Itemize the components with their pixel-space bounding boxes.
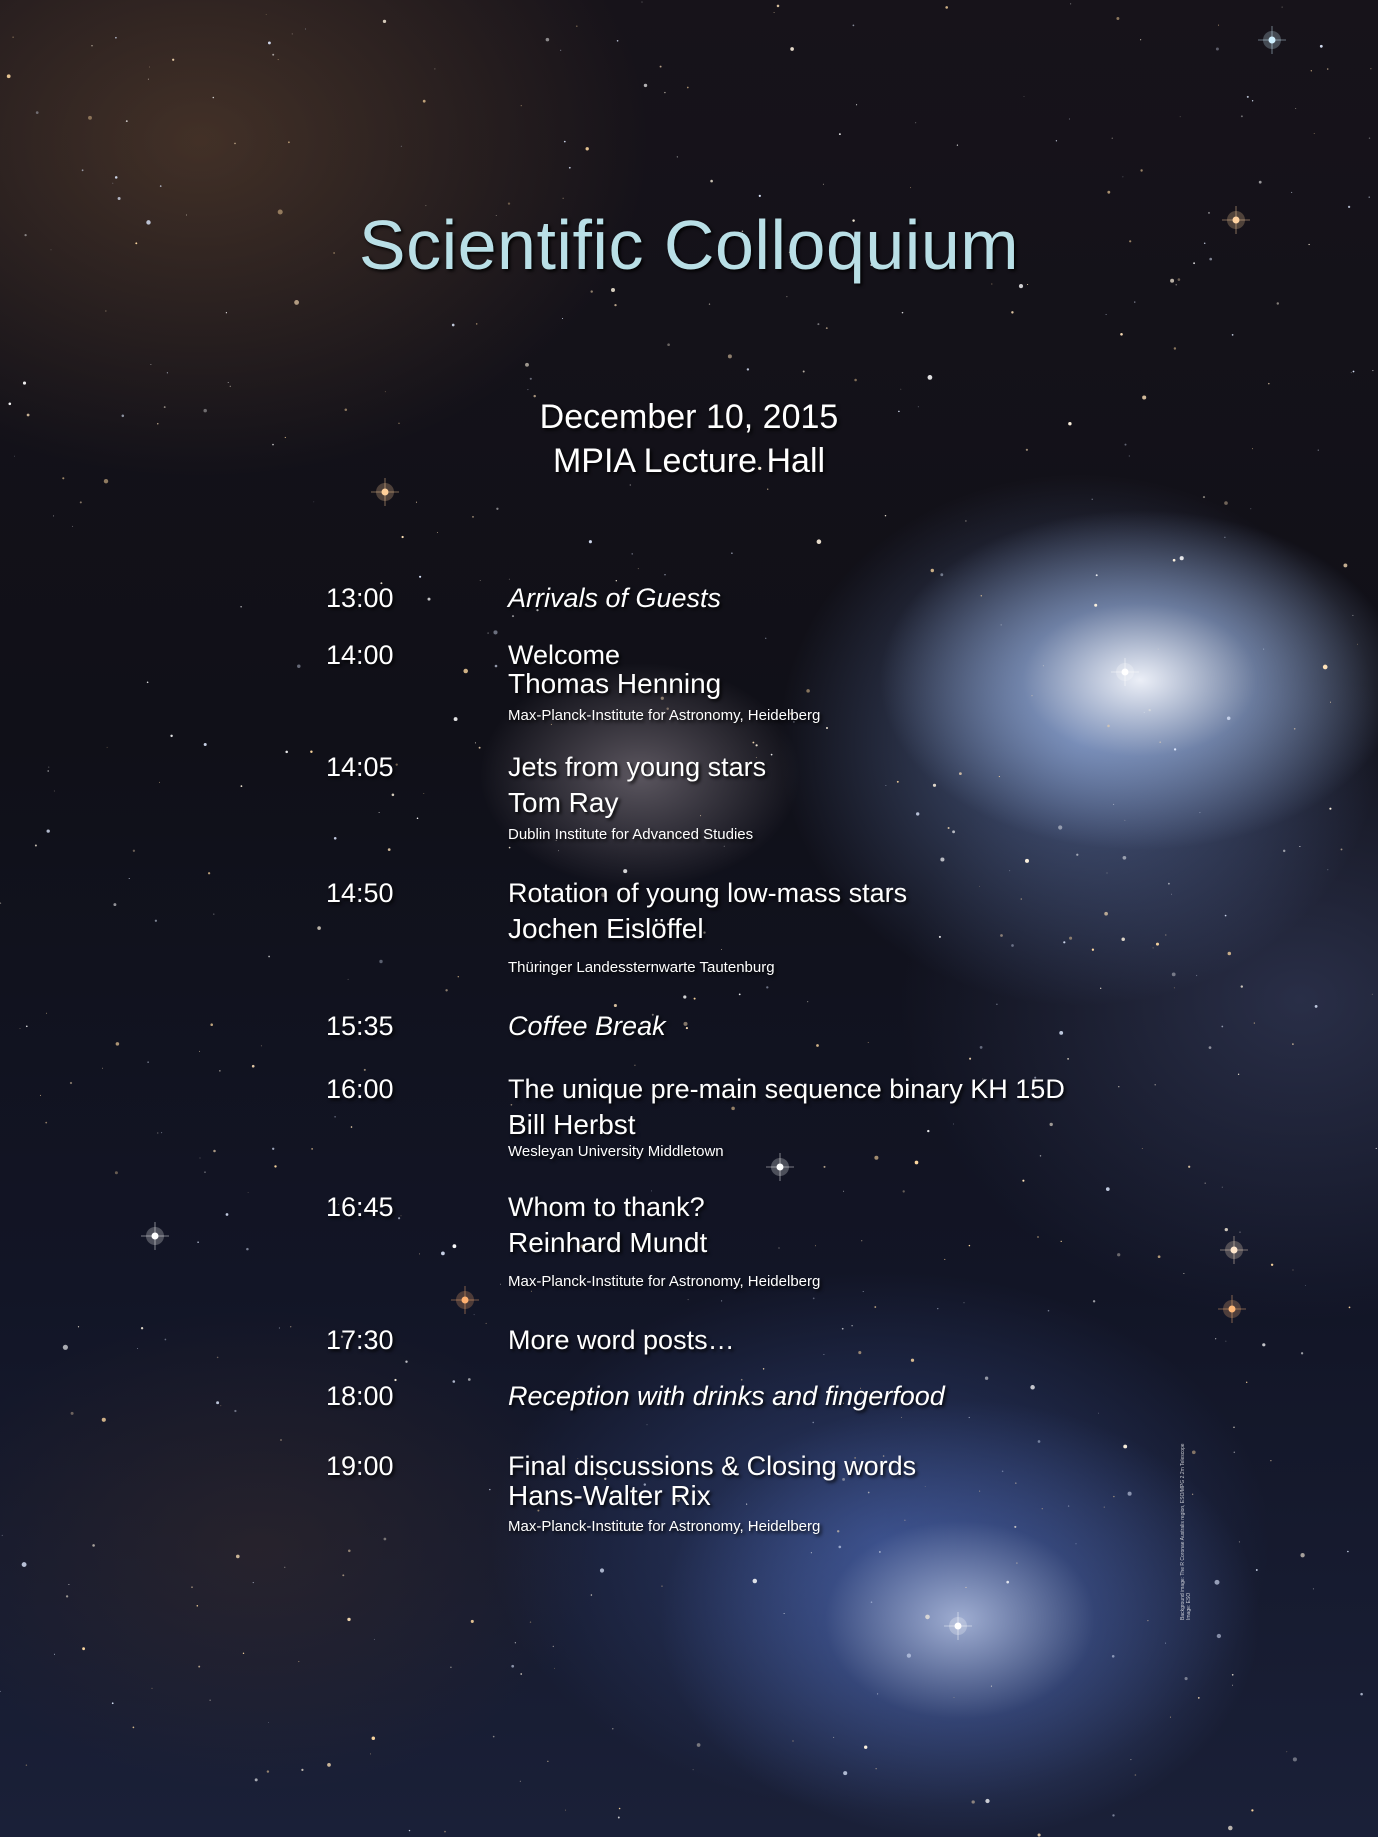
schedule-speaker: Jochen Eislöffel	[508, 913, 704, 944]
schedule-institution: Max-Planck-Institute for Astronomy, Heidelberg	[508, 1273, 821, 1290]
schedule-time: 18:00	[326, 1381, 394, 1411]
schedule-time: 16:00	[326, 1074, 394, 1104]
image-credit	[1180, 1443, 1192, 1620]
schedule-time: 14:00	[326, 640, 394, 670]
schedule-speaker: Bill Herbst	[508, 1109, 636, 1140]
schedule-institution: Max-Planck-Institute for Astronomy, Heidelberg	[508, 1518, 821, 1535]
image-credit-line: Background image: The R Coronae Australis region, ESO/MPG 2.2m Telescope	[1180, 1443, 1186, 1620]
schedule-institution: Thüringer Landessternwarte Tautenburg	[508, 959, 775, 976]
schedule-time: 16:45	[326, 1192, 394, 1222]
schedule-speaker: Thomas Henning	[508, 668, 722, 699]
image-credit-line: Image: ESO	[1186, 1592, 1192, 1620]
schedule-event: Rotation of young low-mass stars	[508, 878, 908, 908]
schedule-event: Welcome	[508, 640, 621, 670]
schedule-event: The unique pre-main sequence binary KH 15D	[508, 1074, 1065, 1104]
schedule-institution: Dublin Institute for Advanced Studies	[508, 826, 754, 843]
event-venue: MPIA Lecture Hall	[552, 442, 826, 480]
schedule-institution: Max-Planck-Institute for Astronomy, Heidelberg	[508, 707, 821, 724]
event-date: December 10, 2015	[539, 398, 839, 436]
poster-title: Scientific Colloquium	[358, 206, 1020, 284]
schedule-time: 14:05	[326, 752, 394, 782]
schedule-time: 13:00	[326, 583, 394, 613]
schedule-speaker: Tom Ray	[508, 787, 619, 818]
schedule-event: Arrivals of Guests	[508, 583, 722, 613]
schedule-time: 14:50	[326, 878, 394, 908]
schedule-event: Final discussions & Closing words	[508, 1451, 917, 1481]
schedule-event: Coffee Break	[508, 1011, 666, 1041]
schedule-speaker: Reinhard Mundt	[508, 1227, 708, 1258]
schedule-time: 17:30	[326, 1325, 394, 1355]
schedule-institution: Wesleyan University Middletown	[508, 1143, 724, 1160]
schedule-event: Whom to thank?	[508, 1192, 705, 1222]
schedule-event: Jets from young stars	[508, 752, 767, 782]
schedule-speaker: Hans-Walter Rix	[508, 1480, 711, 1511]
schedule-time: 15:35	[326, 1011, 394, 1041]
schedule-time: 19:00	[326, 1451, 394, 1481]
schedule-event: More word posts…	[508, 1325, 735, 1355]
schedule-event: Reception with drinks and fingerfood	[508, 1381, 945, 1411]
